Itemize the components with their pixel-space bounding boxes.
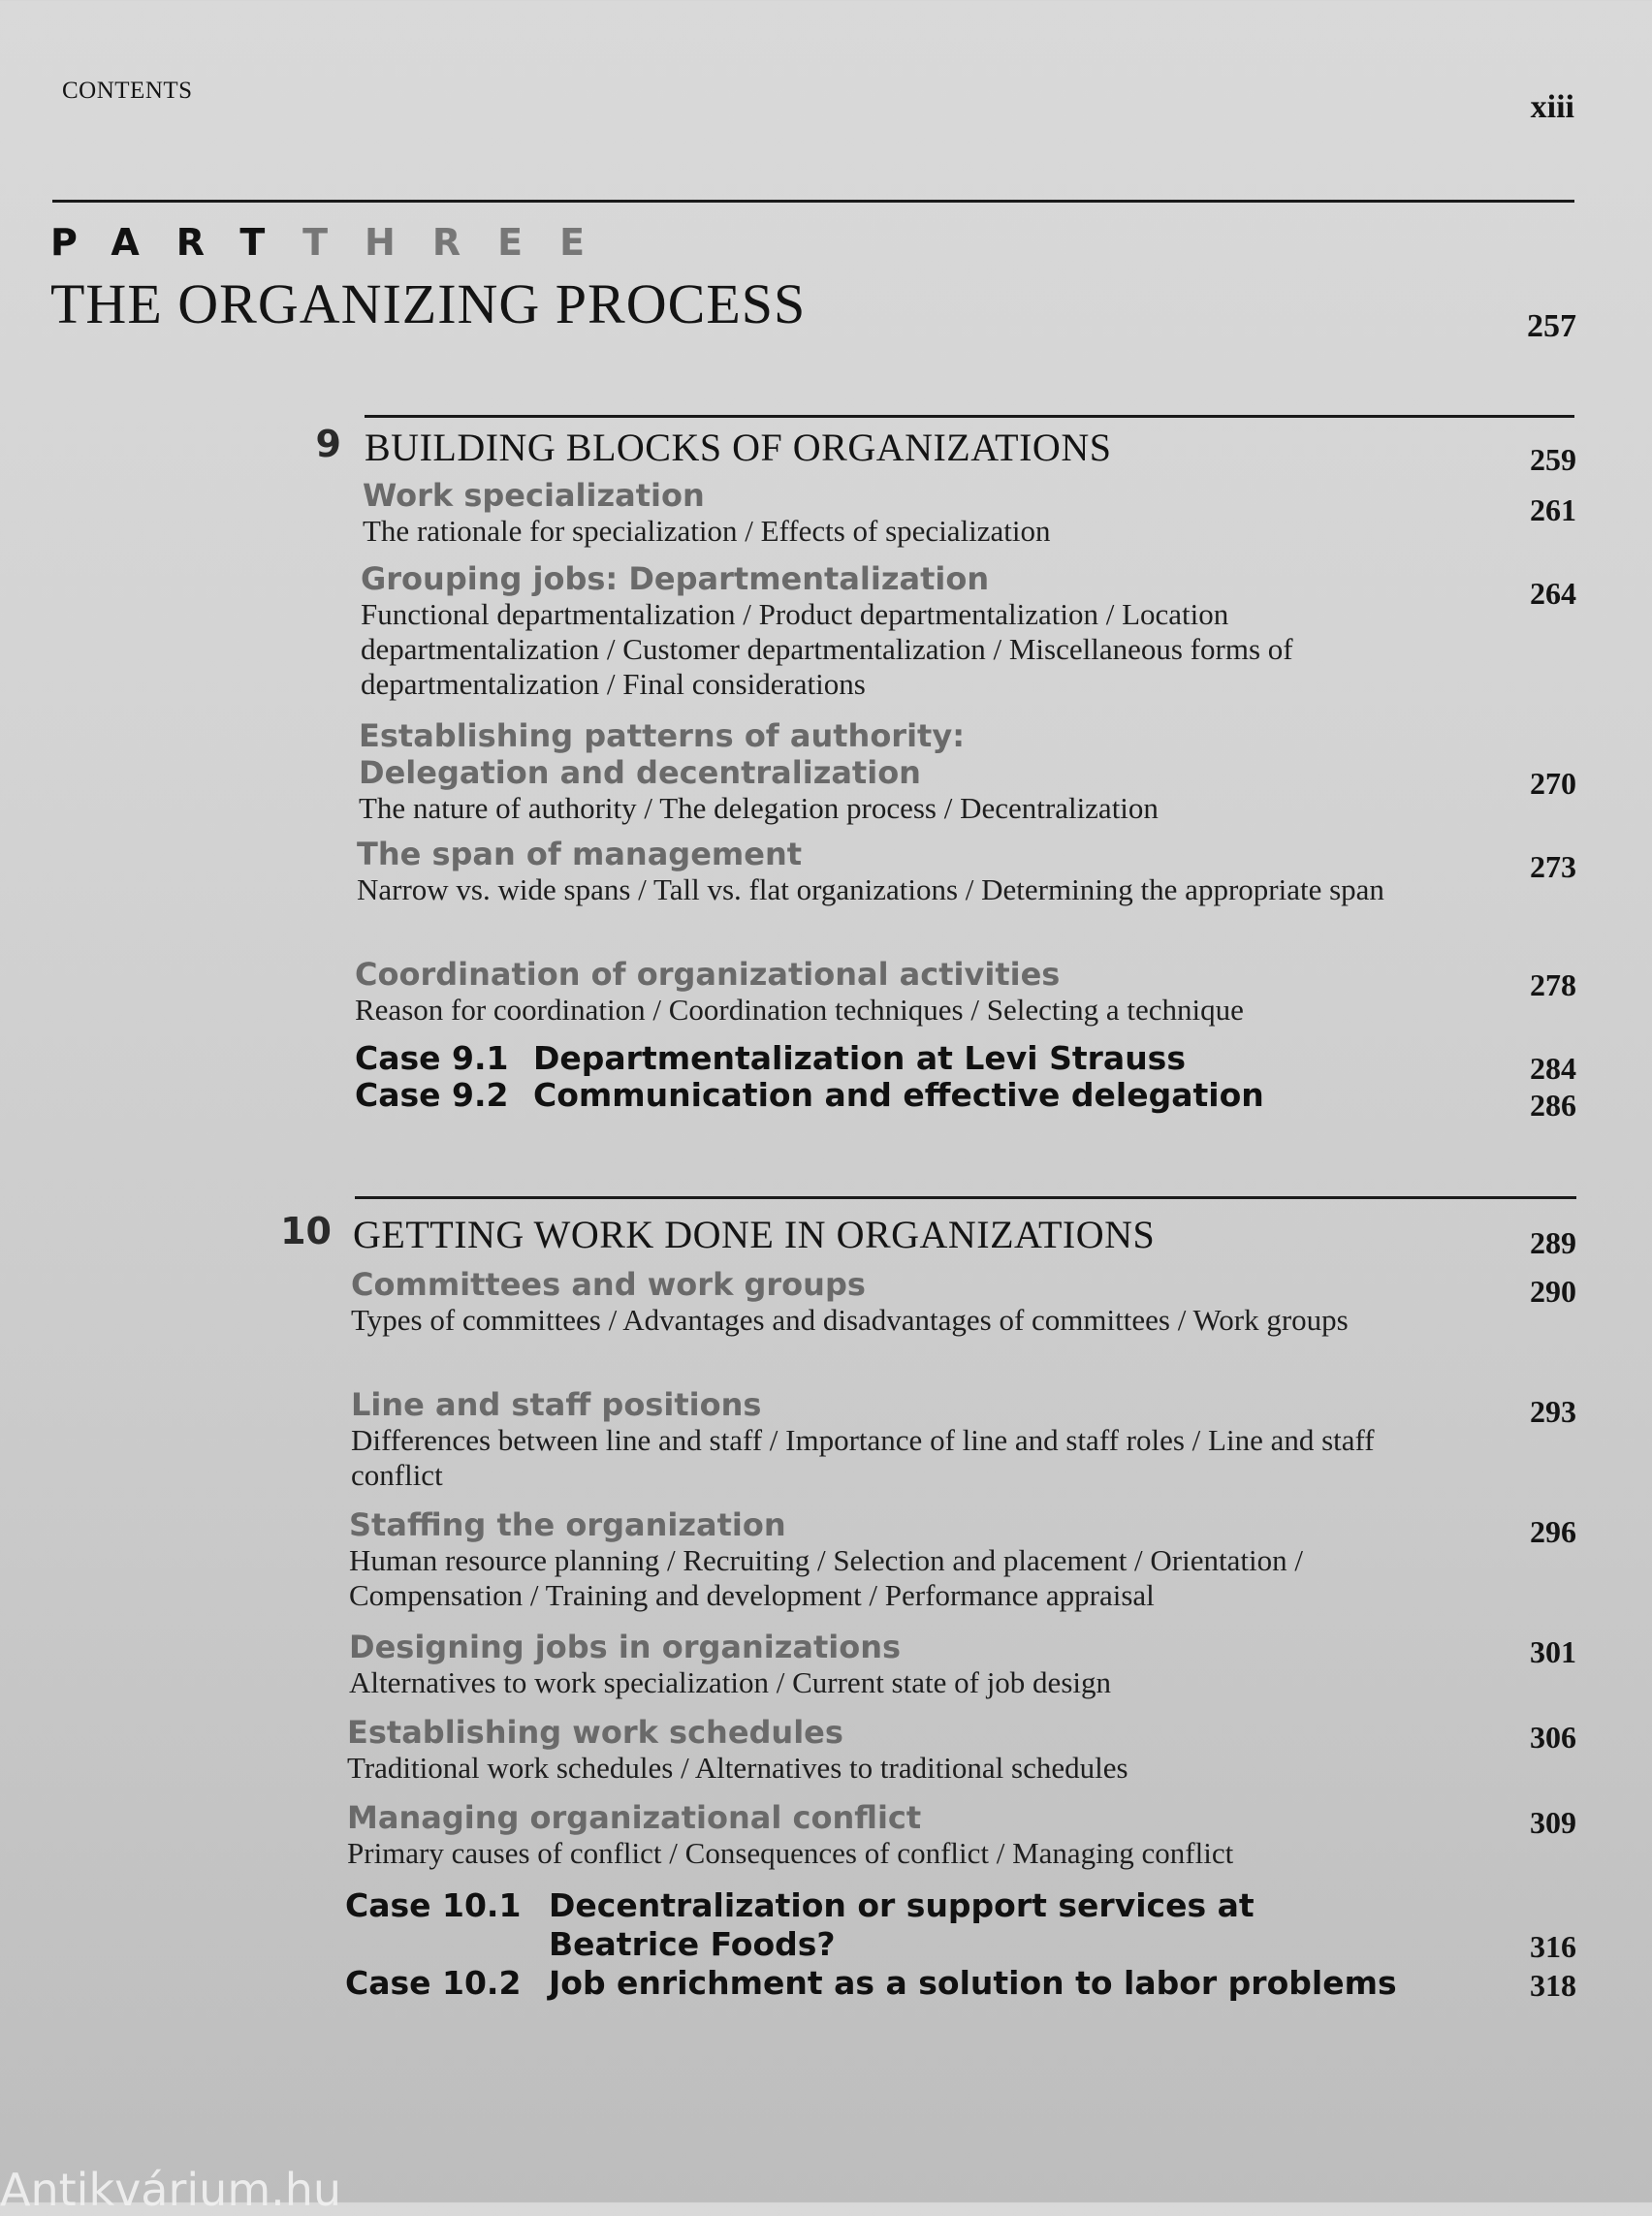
chapter-9-rule bbox=[365, 415, 1574, 418]
toc-section bbox=[361, 560, 1446, 702]
section-subtopics: Types of committees / Advantages and disadvantages of committees / Work groups bbox=[351, 1303, 1349, 1337]
toc-section bbox=[355, 956, 1460, 1028]
part-title: THE ORGANIZING PROCESS bbox=[50, 272, 807, 335]
case-title: Communication and effective delegation bbox=[533, 1076, 1264, 1114]
case-label: Case 10.1 bbox=[345, 1886, 522, 1924]
chapter-title: BUILDING BLOCKS OF ORGANIZATIONS bbox=[365, 426, 1112, 469]
toc-section bbox=[357, 836, 1433, 907]
case-title: Departmentalization at Levi Strauss bbox=[533, 1039, 1186, 1077]
section-page-number: 301 bbox=[1530, 1634, 1576, 1669]
page-folio: xiii bbox=[1530, 89, 1574, 125]
part-rule bbox=[52, 200, 1574, 203]
case-title: Decentralization or support services at Beatrice Foods? bbox=[549, 1886, 1255, 1963]
running-head: CONTENTS bbox=[62, 78, 193, 104]
case-label: Case 9.1 bbox=[355, 1039, 509, 1077]
case-entry bbox=[345, 1964, 1397, 2002]
toc-section bbox=[359, 717, 1445, 826]
section-subtopics: The nature of authority / The delegation process / Decentralization bbox=[359, 791, 1159, 825]
section-page-number: 290 bbox=[1530, 1274, 1576, 1309]
section-subtopics: Differences between line and staff / Importance of line and staff roles / Line and staff conflict bbox=[351, 1423, 1375, 1492]
chapter-number: 10 bbox=[280, 1210, 332, 1252]
case-entry bbox=[355, 1039, 1186, 1077]
section-page-number: 270 bbox=[1530, 766, 1576, 801]
case-page-number: 318 bbox=[1530, 1968, 1576, 2003]
section-title: Committees and work groups bbox=[351, 1266, 866, 1303]
part-page-number: 257 bbox=[1527, 308, 1576, 344]
part-label-word: PART bbox=[50, 221, 303, 264]
section-title: Establishing work schedules bbox=[347, 1714, 843, 1751]
section-page-number: 296 bbox=[1530, 1514, 1576, 1549]
section-page-number: 306 bbox=[1530, 1720, 1576, 1755]
chapter-page-number: 259 bbox=[1530, 442, 1576, 477]
chapter-page-number: 289 bbox=[1530, 1225, 1576, 1260]
section-title: Designing jobs in organizations bbox=[349, 1629, 902, 1665]
part-label-number: THREE bbox=[302, 221, 622, 264]
chapter-10-rule bbox=[355, 1196, 1576, 1199]
section-title: Grouping jobs: Departmentalization bbox=[361, 560, 990, 597]
section-page-number: 278 bbox=[1530, 967, 1576, 1002]
section-subtopics: Human resource planning / Recruiting / Selection and placement / Orientation / Compensation / Training and development / Performance appraisal bbox=[349, 1543, 1303, 1612]
section-subtopics: Primary causes of conflict / Consequences of conflict / Managing conflict bbox=[347, 1836, 1234, 1870]
section-subtopics: Alternatives to work specialization / Current state of job design bbox=[349, 1665, 1111, 1699]
section-title: Establishing patterns of authority: Delegation and decentralization bbox=[359, 717, 965, 791]
section-subtopics: Traditional work schedules / Alternatives to traditional schedules bbox=[347, 1751, 1128, 1785]
case-page-number: 286 bbox=[1530, 1088, 1576, 1123]
section-subtopics: Narrow vs. wide spans / Tall vs. flat organizations / Determining the appropriate span bbox=[357, 872, 1384, 906]
section-subtopics: Reason for coordination / Coordination techniques / Selecting a technique bbox=[355, 993, 1244, 1027]
toc-section bbox=[363, 477, 1468, 549]
chapter-number: 9 bbox=[315, 423, 341, 465]
section-page-number: 264 bbox=[1530, 576, 1576, 611]
case-page-number: 284 bbox=[1530, 1051, 1576, 1086]
section-page-number: 293 bbox=[1530, 1394, 1576, 1429]
toc-section bbox=[351, 1386, 1417, 1493]
section-subtopics: Functional departmentalization / Product departmentalization / Location departmentalization / Customer departmentalization / Miscellaneous forms of departmentalization / Final considerations bbox=[361, 597, 1293, 701]
section-subtopics: The rationale for specialization / Effects of specialization bbox=[363, 514, 1051, 548]
part-label bbox=[50, 221, 621, 264]
case-label: Case 10.2 bbox=[345, 1964, 522, 2002]
case-entry bbox=[345, 1886, 1255, 1963]
section-title: Managing organizational conflict bbox=[347, 1799, 922, 1836]
case-title: Job enrichment as a solution to labor problems bbox=[549, 1964, 1397, 2002]
section-title: Staffing the organization bbox=[349, 1506, 786, 1543]
chapter-title: GETTING WORK DONE IN ORGANIZATIONS bbox=[353, 1213, 1156, 1256]
toc-section bbox=[351, 1266, 1417, 1338]
section-page-number: 309 bbox=[1530, 1805, 1576, 1840]
section-title: Work specialization bbox=[363, 477, 705, 514]
toc-section bbox=[349, 1629, 1454, 1700]
section-title: The span of management bbox=[357, 836, 803, 872]
section-page-number: 261 bbox=[1530, 492, 1576, 527]
watermark: Antikvárium.hu bbox=[0, 2164, 342, 2216]
case-entry bbox=[355, 1076, 1264, 1114]
case-label: Case 9.2 bbox=[355, 1076, 509, 1114]
section-title: Coordination of organizational activities bbox=[355, 956, 1061, 993]
section-title: Line and staff positions bbox=[351, 1386, 762, 1423]
case-page-number: 316 bbox=[1530, 1929, 1576, 1964]
section-page-number: 273 bbox=[1530, 849, 1576, 884]
toc-section bbox=[349, 1506, 1454, 1613]
toc-section bbox=[347, 1714, 1452, 1786]
toc-section bbox=[347, 1799, 1452, 1871]
